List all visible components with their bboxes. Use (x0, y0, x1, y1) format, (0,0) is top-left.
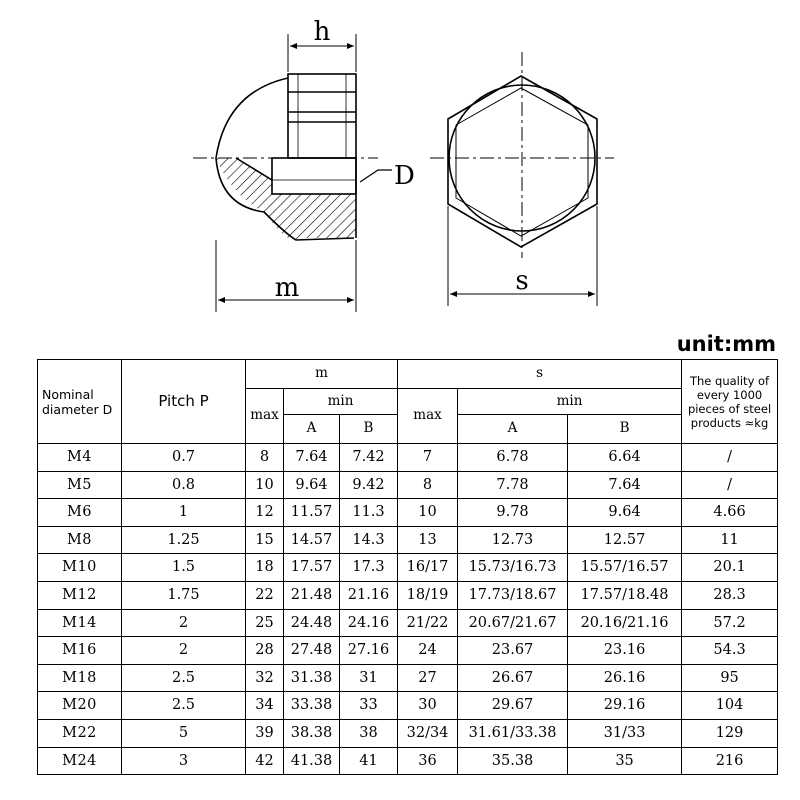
table-row (38, 692, 778, 720)
cell-s-min-a: 6.78 (458, 444, 568, 472)
cell-s-min-a: 31.61/33.38 (458, 719, 568, 747)
label-D: D (394, 161, 415, 191)
cell-m-min-b: 41 (340, 747, 398, 775)
cell-quality: 54.3 (682, 637, 778, 665)
table-row (38, 554, 778, 582)
cell-s-min-a: 12.73 (458, 526, 568, 554)
cell-quality: 57.2 (682, 609, 778, 637)
cell-m-max: 25 (246, 609, 284, 637)
cell-m-max: 22 (246, 581, 284, 609)
cell-m-min-a: 7.64 (284, 444, 340, 472)
cell-m-max: 39 (246, 719, 284, 747)
cell-m-min-b: 7.42 (340, 444, 398, 472)
header-pitch: Pitch P (122, 360, 246, 444)
cell-m-min-b: 31 (340, 664, 398, 692)
unit-label: unit:mm (676, 332, 776, 356)
side-view (193, 34, 392, 312)
cell-quality: 4.66 (682, 499, 778, 527)
table-row (38, 499, 778, 527)
cell-m-max: 28 (246, 637, 284, 665)
cell-s-min-a: 15.73/16.73 (458, 554, 568, 582)
cell-m-min-a: 14.57 (284, 526, 340, 554)
header-quality: The quality of every 1000 pieces of steel products ≈kg (682, 360, 778, 444)
cell-m-max: 12 (246, 499, 284, 527)
cell-pitch: 1 (122, 499, 246, 527)
cell-m-min-a: 17.57 (284, 554, 340, 582)
cell-s-min-b: 7.64 (568, 471, 682, 499)
cell-quality: 216 (682, 747, 778, 775)
cell-thread: M4 (38, 444, 122, 472)
cap-nut-technical-drawing (0, 0, 800, 330)
cell-s-min-b: 15.57/16.57 (568, 554, 682, 582)
cell-m-min-b: 21.16 (340, 581, 398, 609)
cell-s-max: 7 (398, 444, 458, 472)
cell-quality: / (682, 471, 778, 499)
spec-table (37, 359, 778, 775)
cell-m-max: 15 (246, 526, 284, 554)
cell-s-max: 30 (398, 692, 458, 720)
cell-s-min-b: 20.16/21.16 (568, 609, 682, 637)
table-row (38, 581, 778, 609)
cell-m-min-b: 11.3 (340, 499, 398, 527)
table-row (38, 664, 778, 692)
cell-quality: 95 (682, 664, 778, 692)
cell-m-min-a: 38.38 (284, 719, 340, 747)
cell-m-min-a: 27.48 (284, 637, 340, 665)
header-s-b: B (568, 415, 682, 444)
cell-m-max: 32 (246, 664, 284, 692)
cell-s-min-b: 9.64 (568, 499, 682, 527)
cell-m-min-a: 11.57 (284, 499, 340, 527)
cell-m-min-a: 33.38 (284, 692, 340, 720)
header-m-b: B (340, 415, 398, 444)
label-s: s (515, 266, 529, 296)
cell-pitch: 2.5 (122, 692, 246, 720)
cell-pitch: 5 (122, 719, 246, 747)
cell-thread: M24 (38, 747, 122, 775)
cell-thread: M10 (38, 554, 122, 582)
cell-s-max: 36 (398, 747, 458, 775)
cell-s-min-a: 35.38 (458, 747, 568, 775)
cell-m-min-a: 24.48 (284, 609, 340, 637)
cell-pitch: 3 (122, 747, 246, 775)
cell-m-max: 10 (246, 471, 284, 499)
label-m: m (274, 273, 300, 303)
cell-s-min-b: 35 (568, 747, 682, 775)
cell-pitch: 2 (122, 637, 246, 665)
cell-s-max: 8 (398, 471, 458, 499)
cell-m-min-a: 21.48 (284, 581, 340, 609)
cell-s-min-b: 26.16 (568, 664, 682, 692)
cell-s-min-b: 17.57/18.48 (568, 581, 682, 609)
label-h: h (313, 17, 331, 47)
cell-s-max: 32/34 (398, 719, 458, 747)
cell-s-min-a: 20.67/21.67 (458, 609, 568, 637)
cell-m-min-b: 14.3 (340, 526, 398, 554)
cell-m-min-b: 27.16 (340, 637, 398, 665)
cell-m-max: 8 (246, 444, 284, 472)
cell-thread: M16 (38, 637, 122, 665)
table-row (38, 526, 778, 554)
cell-thread: M14 (38, 609, 122, 637)
cell-pitch: 1.5 (122, 554, 246, 582)
cell-thread: M6 (38, 499, 122, 527)
cell-s-min-a: 17.73/18.67 (458, 581, 568, 609)
cell-m-max: 18 (246, 554, 284, 582)
cell-quality: 104 (682, 692, 778, 720)
table-row (38, 747, 778, 775)
cell-m-min-b: 38 (340, 719, 398, 747)
cell-s-max: 27 (398, 664, 458, 692)
header-nominal-diameter: Nominal diameter D (38, 360, 122, 444)
cell-m-min-a: 31.38 (284, 664, 340, 692)
cell-s-min-a: 26.67 (458, 664, 568, 692)
header-s-max: max (398, 389, 458, 444)
cell-s-min-b: 23.16 (568, 637, 682, 665)
table-row (38, 444, 778, 472)
cell-s-min-a: 9.78 (458, 499, 568, 527)
cell-quality: 129 (682, 719, 778, 747)
cell-thread: M8 (38, 526, 122, 554)
header-s: s (398, 360, 682, 389)
cell-m-max: 34 (246, 692, 284, 720)
cell-s-min-a: 7.78 (458, 471, 568, 499)
cell-pitch: 1.25 (122, 526, 246, 554)
cell-thread: M5 (38, 471, 122, 499)
cell-thread: M22 (38, 719, 122, 747)
cell-s-min-a: 29.67 (458, 692, 568, 720)
header-m-min: min (284, 389, 398, 415)
cell-m-min-b: 33 (340, 692, 398, 720)
cell-pitch: 2.5 (122, 664, 246, 692)
cell-quality: 11 (682, 526, 778, 554)
cell-thread: M20 (38, 692, 122, 720)
cell-quality: 28.3 (682, 581, 778, 609)
table-row (38, 719, 778, 747)
cell-s-min-b: 12.57 (568, 526, 682, 554)
cell-s-min-a: 23.67 (458, 637, 568, 665)
cell-m-max: 42 (246, 747, 284, 775)
cell-s-min-b: 29.16 (568, 692, 682, 720)
cell-s-max: 24 (398, 637, 458, 665)
table-row (38, 637, 778, 665)
header-s-min: min (458, 389, 682, 415)
cell-s-max: 10 (398, 499, 458, 527)
cell-s-max: 21/22 (398, 609, 458, 637)
cell-s-min-b: 31/33 (568, 719, 682, 747)
cell-m-min-b: 24.16 (340, 609, 398, 637)
section-hatch (216, 158, 356, 240)
cell-pitch: 0.7 (122, 444, 246, 472)
cell-quality: 20.1 (682, 554, 778, 582)
cell-s-max: 18/19 (398, 581, 458, 609)
header-m: m (246, 360, 398, 389)
cell-m-min-b: 17.3 (340, 554, 398, 582)
cell-thread: M12 (38, 581, 122, 609)
cell-pitch: 2 (122, 609, 246, 637)
header-m-a: A (284, 415, 340, 444)
cell-s-max: 13 (398, 526, 458, 554)
cell-m-min-a: 9.64 (284, 471, 340, 499)
cell-pitch: 1.75 (122, 581, 246, 609)
cell-thread: M18 (38, 664, 122, 692)
header-s-a: A (458, 415, 568, 444)
cell-quality: / (682, 444, 778, 472)
header-m-max: max (246, 389, 284, 444)
table-row (38, 471, 778, 499)
table-row (38, 609, 778, 637)
cell-s-min-b: 6.64 (568, 444, 682, 472)
cell-pitch: 0.8 (122, 471, 246, 499)
cell-m-min-b: 9.42 (340, 471, 398, 499)
cell-m-min-a: 41.38 (284, 747, 340, 775)
cell-s-max: 16/17 (398, 554, 458, 582)
